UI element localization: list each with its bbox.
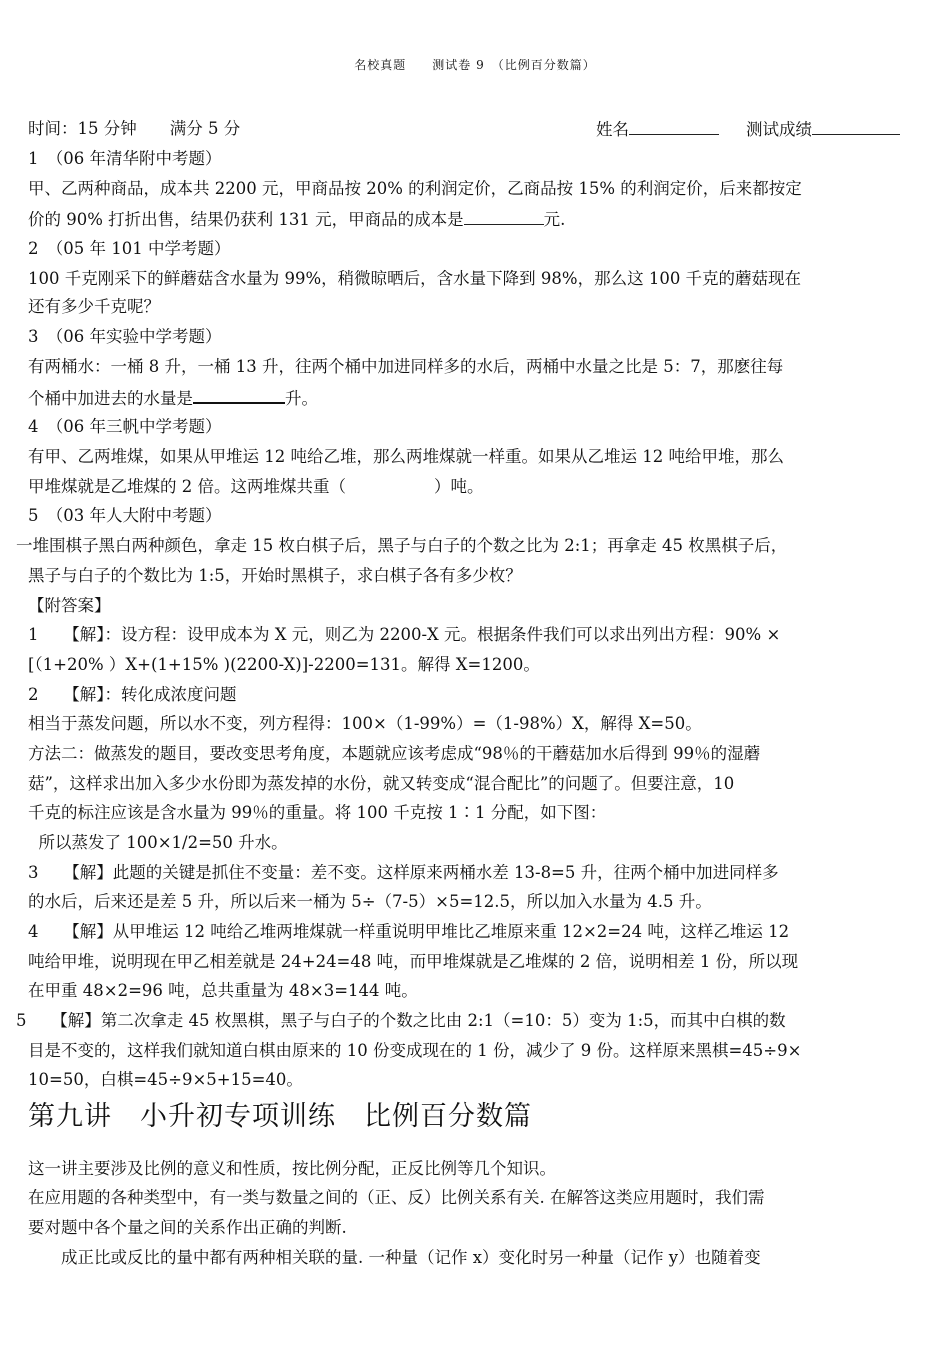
lecture-paragraph: 要对题中各个量之间的关系作出正确的判断. — [28, 1218, 347, 1237]
lecture-paragraph: 成正比或反比的量中都有两种相关联的量. 一种量（记作 x）变化时另一种量（记作 y）也随着变 — [28, 1248, 761, 1267]
name-field — [596, 118, 719, 141]
lecture-paragraph: 这一讲主要涉及比例的意义和性质，按比例分配，正反比例等几个知识。 — [28, 1159, 556, 1178]
answer-line: 5 【解】第二次拿走 45 枚黑棋，黑子与白子的个数之比由 2:1（=10：5）变为 1:5，而其中白棋的数 — [16, 1011, 786, 1030]
question-1-text: 甲、乙两种商品，成本共 2200 元，甲商品按 20% 的利润定价，乙商品按 15% 的利润定价，后来都按定 — [28, 179, 802, 198]
question-5-head: 5 （03 年人大附中考题） — [28, 506, 222, 525]
answer-line: 菇”，这样求出加入多少水份即为蒸发掉的水份，就又转变成“混合配比”的问题了。但要注意，10 — [28, 774, 735, 793]
question-2-text: 100 千克刚采下的鲜蘑菇含水量为 99%，稍微晾晒后，含水量下降到 98%，那么这 100 千克的蘑菇现在 — [28, 269, 802, 288]
question-4-text: 甲堆煤就是乙堆煤的 2 倍。这两堆煤共重（ ）吨。 — [28, 477, 484, 496]
answer-line: 在甲重 48×2=96 吨，总共重量为 48×3=144 吨。 — [28, 981, 418, 1000]
question-4-text: 有甲、乙两堆煤，如果从甲堆运 12 吨给乙堆，那么两堆煤就一样重。如果从乙堆运 12 吨给甲堆，那么 — [28, 447, 784, 466]
name-blank — [629, 118, 719, 135]
answer-line: 千克的标注应该是含水量为 99％的重量。将 100 千克按 1∶1 分配，如下图： — [28, 803, 607, 822]
answer-line: 方法二：做蒸发的题目，要改变思考角度，本题就应该考虑成“98％的干蘑菇加水后得到 99％的湿蘑 — [28, 744, 761, 763]
answers-heading: 【附答案】 — [28, 596, 111, 615]
answer-line: 1 【解】：设方程：设甲成本为 X 元，则乙为 2200-X 元。根据条件我们可以求出列出方程：90% × — [28, 625, 781, 644]
question-4-head: 4 （06 年三帆中学考题） — [28, 417, 222, 436]
question-3-head: 3 （06 年实验中学考题） — [28, 327, 222, 346]
answer-line: 吨给甲堆，说明现在甲乙相差就是 24+24=48 吨，而甲堆煤就是乙堆煤的 2 倍，说明相差 1 份，所以现 — [28, 952, 799, 971]
question-3-text: 有两桶水：一桶 8 升，一桶 13 升，往两个桶中加进同样多的水后，两桶中水量之比是 5：7，那麽往每 — [28, 357, 784, 376]
answer-line: 3 【解】此题的关键是抓住不变量：差不变。这样原来两桶水差 13-8=5 升，往两个桶中加进同样多 — [28, 863, 779, 882]
answer-line: 10=50，白棋=45÷9×5+15=40。 — [28, 1070, 303, 1089]
question-1-head: 1 （06 年清华附中考题） — [28, 149, 222, 168]
question-5-text: 一堆围棋子黑白两种颜色，拿走 15 枚白棋子后，黑子与白子的个数之比为 2:1；再拿走 45 枚黑棋子后， — [16, 536, 788, 555]
answer-blank — [193, 386, 285, 404]
answer-line: 目是不变的，这样我们就知道白棋由原来的 10 份变成现在的 1 份，减少了 9 份。这样原来黑棋=45÷9× — [28, 1041, 802, 1060]
lecture-paragraph: 在应用题的各种类型中，有一类与数量之间的（正、反）比例关系有关. 在解答这类应用题时，我们需 — [28, 1188, 765, 1207]
score-field — [746, 118, 900, 141]
question-2-head: 2 （05 年 101 中学考题） — [28, 239, 231, 258]
question-1-text: 价的 90% 打折出售，结果仍获利 131 元，甲商品的成本是 元. — [28, 210, 566, 229]
question-3-text: 个桶中加进去的水量是 升。 — [28, 386, 318, 410]
answer-line: [（1+20% ）X+(1+15% )(2200-X)]-2200=131。解得 X=1200。 — [28, 655, 540, 674]
score-blank — [812, 118, 900, 135]
name-label: 姓名 — [596, 120, 629, 139]
answer-line: 的水后，后来还是差 5 升，所以后来一桶为 5÷（7-5）×5=12.5，所以加入水量为 4.5 升。 — [28, 892, 712, 911]
answer-line: 2 【解】：转化成浓度问题 — [28, 685, 237, 704]
question-5-text: 黑子与白子的个数比为 1:5，开始时黑棋子，求白棋子各有多少枚？ — [28, 566, 522, 585]
answer-line: 4 【解】从甲堆运 12 吨给乙堆两堆煤就一样重说明甲堆比乙堆原来重 12×2=24 吨，这样乙堆运 12 — [28, 922, 790, 941]
answer-blank — [464, 208, 544, 225]
time-info: 时间：15 分钟 满分 5 分 — [28, 119, 241, 138]
answer-line: 所以蒸发了 100×1/2=50 升水。 — [28, 833, 288, 852]
lecture-title: 第九讲 小升初专项训练 比例百分数篇 — [28, 1101, 532, 1132]
question-2-text: 还有多少千克呢？ — [28, 297, 160, 316]
score-label: 测试成绩 — [746, 120, 812, 139]
page-title: 名校真题 测试卷 9 （比例百分数篇） — [354, 58, 596, 72]
answer-line: 相当于蒸发问题，所以水不变，列方程得：100×（1-99%）=（1-98%）X，解得 X=50。 — [28, 714, 702, 733]
